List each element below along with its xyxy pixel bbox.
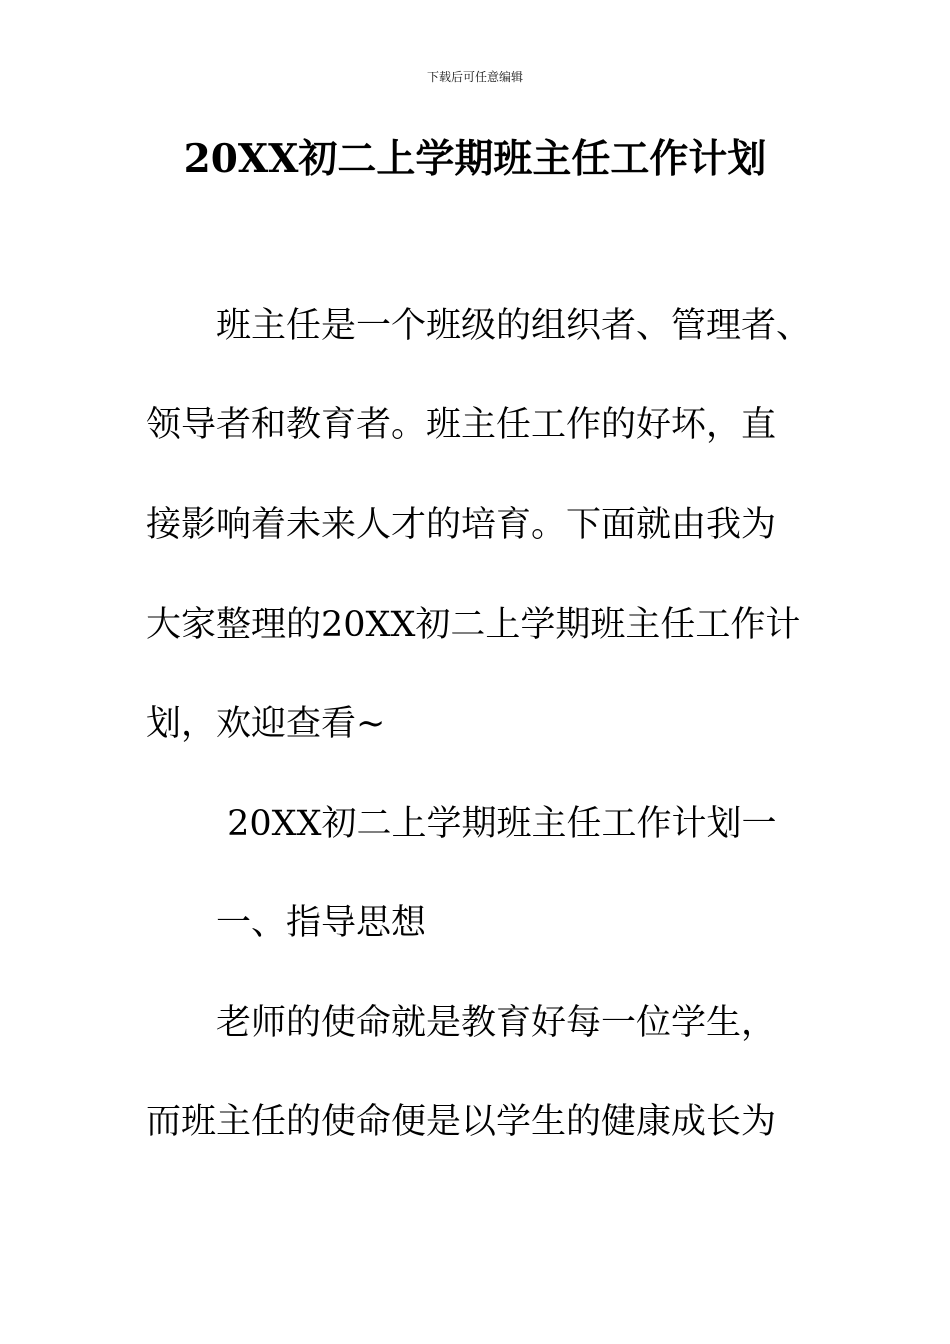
paragraph-line: 老师的使命就是教育好每一位学生， (146, 1003, 777, 1043)
paragraph-line: 领导者和教育者。班主任工作的好坏，直 (146, 405, 777, 445)
paragraph-line: 划，欢迎查看~ (146, 704, 386, 744)
document-title: 20XX初二上学期班主任工作计划 (183, 136, 767, 182)
page-header-note: 下载后可任意编辑 (426, 70, 523, 84)
section-heading: 20XX初二上学期班主任工作计划一 (146, 804, 777, 844)
paragraph-line: 班主任是一个班级的组织者、管理者、 (146, 306, 812, 346)
paragraph-line: 大家整理的20XX初二上学期班主任工作计 (146, 605, 801, 645)
paragraph-line: 接影响着未来人才的培育。下面就由我为 (146, 505, 777, 545)
paragraph-line: 而班主任的使命便是以学生的健康成长为 (146, 1102, 777, 1142)
subsection-heading: 一、指导思想 (146, 903, 427, 943)
